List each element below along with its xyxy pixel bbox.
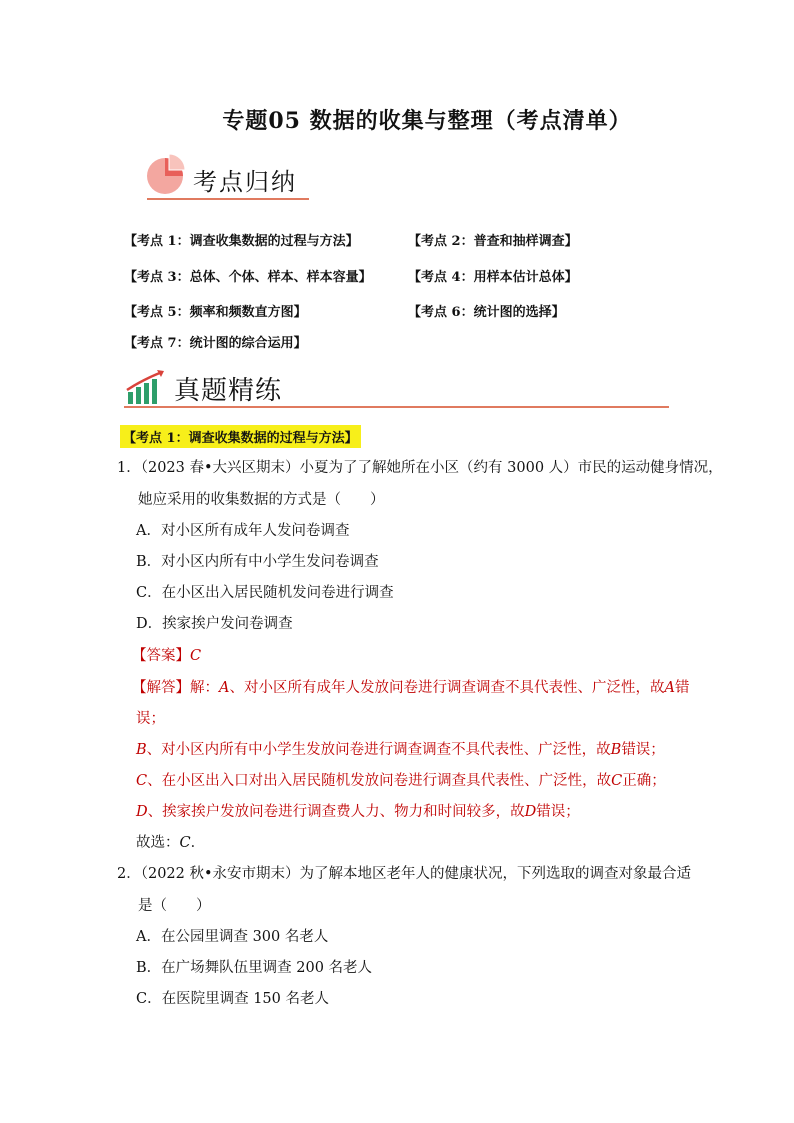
option-b: B．对小区内所有中小学生发问卷调查: [136, 554, 379, 570]
section-rule: [124, 406, 669, 408]
question-stem: 1．（2023 春•大兴区期末）小夏为了了解她所在小区（约有 3000 人）市民的运动健身情况，: [117, 460, 723, 476]
topic-item: 【考点 5：频率和频数直方图】: [124, 305, 307, 320]
analysis-line: 误；: [136, 711, 165, 727]
option-a: A．在公园里调查 300 名老人: [136, 929, 329, 945]
option-c: C．在小区出入居民随机发问卷进行调查: [136, 585, 394, 601]
topic-highlight: 【考点 1：调查收集数据的过程与方法】: [120, 425, 361, 448]
analysis-line: C、在小区出入口对出入居民随机发放问卷进行调查具代表性、广泛性，故C正确；: [136, 773, 666, 789]
section-header-practice: [124, 366, 669, 410]
page-title: 专题05 数据的收集与整理（考点清单）: [222, 108, 632, 134]
pie-chart-icon: [145, 152, 189, 196]
analysis-label: 【解答】: [132, 680, 190, 696]
choose-line: 故选：C．: [136, 835, 206, 851]
topic-item: 【考点 7：统计图的综合运用】: [124, 336, 307, 351]
topic-item: 【考点 2：普查和抽样调查】: [408, 234, 578, 249]
section-rule: [147, 198, 309, 200]
option-b: B．在广场舞队伍里调查 200 名老人: [136, 960, 373, 976]
topic-item: 【考点 4：用样本估计总体】: [408, 270, 578, 285]
option-a: A．对小区所有成年人发问卷调查: [136, 523, 350, 539]
topic-item: 【考点 6：统计图的选择】: [408, 305, 565, 320]
answer-value: C: [190, 648, 202, 664]
topic-item: 【考点 1：调查收集数据的过程与方法】: [124, 234, 359, 249]
option-c: C．在医院里调查 150 名老人: [136, 991, 329, 1007]
topic-item: 【考点 3：总体、个体、样本、样本容量】: [124, 270, 372, 285]
answer-line: [132, 644, 201, 665]
analysis-line: D、挨家挨户发放问卷进行调查费人力、物力和时间较多，故D错误；: [136, 804, 580, 820]
question-stem: 是（ ）: [138, 898, 211, 914]
analysis-line: 【解答】解：A、对小区所有成年人发放问卷进行调查调查不具代表性、广泛性，故A错: [132, 680, 690, 696]
answer-label: 【答案】: [132, 648, 190, 664]
analysis-line: B、对小区内所有中小学生发放问卷进行调查调查不具代表性、广泛性，故B错误；: [136, 742, 665, 758]
option-d: D．挨家挨户发问卷调查: [136, 616, 293, 632]
question-stem: 她应采用的收集数据的方式是（ ）: [138, 492, 385, 508]
section-label: 真题精练: [174, 376, 283, 406]
bar-chart-icon: [124, 368, 170, 406]
section-header-summary: [145, 152, 325, 202]
question-stem: 2．（2022 秋•永安市期末）为了解本地区老年人的健康状况，下列选取的调查对象最合适: [117, 866, 692, 882]
section-label: 考点归纳: [193, 168, 297, 196]
